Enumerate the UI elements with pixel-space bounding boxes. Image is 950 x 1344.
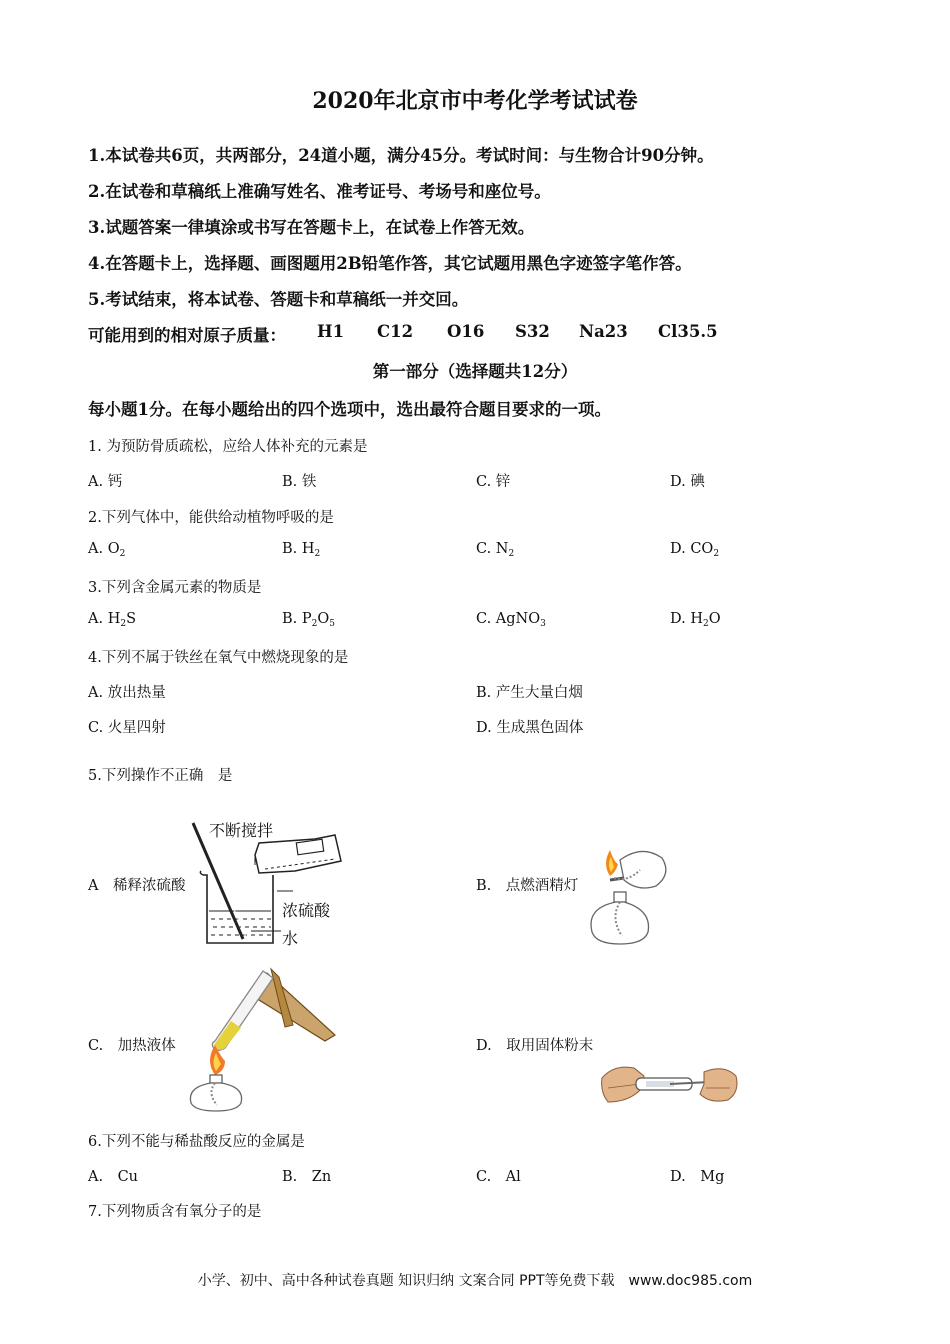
question-5-option-d: D. 取用固体粉末 [476, 1038, 594, 1054]
question-6-option-a: A. Cu [88, 1169, 139, 1185]
question-3-option-d: D. $H_2O$ [670, 611, 721, 629]
atomic-mass-na: Na23 [579, 322, 628, 341]
question-3-option-c: C. AgNO$_3$ [476, 611, 546, 629]
question-4-option-b: B. 产生大量白烟 [476, 685, 583, 701]
question-3-option-b: B. $P_2O_5$ [282, 611, 335, 629]
atomic-masses [88, 322, 286, 346]
question-3-stem: 3.下列含金属元素的物质是 [88, 580, 262, 596]
exam-note-4: 4.在答题卡上，选择题、画图题用2B铅笔作答，其它试题用黑色字迹签字笔作答。 [88, 254, 692, 273]
question-5-option-a: A 稀释浓硫酸 [88, 878, 186, 894]
atomic-mass-h: H1 [317, 322, 345, 341]
atomic-mass-o: O16 [447, 322, 485, 341]
question-5-option-b: B. 点燃酒精灯 [476, 878, 579, 894]
question-6-option-d: D. Mg [670, 1169, 725, 1185]
question-6-option-b: B. Zn [282, 1169, 332, 1185]
page-title: 2020年北京市中考化学考试试卷 [312, 88, 638, 114]
question-1-option-c: C. 锌 [476, 474, 511, 490]
exam-note-2: 2.在试卷和草稿纸上准确写姓名、准考证号、考场号和座位号。 [88, 182, 551, 201]
part1-heading: 第一部分（选择题共12分） [372, 362, 578, 381]
question-2-option-c: C. $N_2$ [476, 541, 515, 559]
question-4-option-d: D. 生成黑色固体 [476, 720, 584, 736]
question-1-option-d: D. 碘 [670, 474, 705, 490]
atomic-mass-s: S32 [515, 322, 550, 341]
question-1-option-b: B. 铁 [282, 474, 317, 490]
part1-instruction: 每小题1分。在每小题给出的四个选项中，选出最符合题目要求的一项。 [88, 400, 611, 419]
page-footer: 小学、初中、高中各种试卷真题 知识归纳 文案合同 PPT等免费下载 www.doc985.com [197, 1273, 753, 1289]
exam-note-3: 3.试题答案一律填涂或书写在答题卡上，在试卷上作答无效。 [88, 218, 535, 237]
question-2-option-d: D. $CO_2$ [670, 541, 720, 559]
question-4-stem: 4.下列不属于铁丝在氧气中燃烧现象的是 [88, 650, 349, 666]
question-2-option-a: A. $O_2$ [88, 541, 126, 559]
question-6-option-c: C. Al [476, 1169, 521, 1185]
question-1-option-a: A. 钙 [88, 474, 123, 490]
exam-note-5: 5.考试结束，将本试卷、答题卡和草稿纸一并交回。 [88, 290, 469, 309]
figure-label-stir: 不断搅拌 [209, 821, 274, 840]
question-7-stem: 7.下列物质含有氧分子的是 [88, 1204, 262, 1220]
exam-note-1: 1.本试卷共6页，共两部分，24道小题，满分45分。考试时间：与生物合计90分钟。 [88, 146, 714, 165]
atomic-masses-label: 可能用到的相对原子质量： [88, 326, 286, 345]
atomic-mass-cl: Cl35.5 [658, 322, 718, 341]
figure-label-water: 水 [282, 929, 299, 948]
question-2-option-b: B. $H_2$ [282, 541, 321, 559]
question-2-stem: 2.下列气体中，能供给动植物呼吸的是 [88, 510, 334, 526]
question-4-option-c: C. 火星四射 [88, 720, 166, 736]
figure-label-acid: 浓硫酸 [282, 901, 331, 920]
figure-light-lamp [580, 840, 680, 950]
question-5-stem: 5.下列操作不正确 是 [88, 768, 233, 784]
question-6-stem: 6.下列不能与稀盐酸反应的金属是 [88, 1134, 305, 1150]
question-5-option-c: C. 加热液体 [88, 1038, 176, 1054]
question-3-option-a: A. $H_2S$ [88, 611, 137, 629]
figure-solid-powder [600, 1058, 740, 1114]
atomic-mass-c: C12 [377, 322, 414, 341]
figure-heat-liquid [185, 965, 350, 1115]
question-1-stem: 1. 为预防骨质疏松，应给人体补充的元素是 [88, 439, 368, 455]
question-4-option-a: A. 放出热量 [88, 685, 166, 701]
